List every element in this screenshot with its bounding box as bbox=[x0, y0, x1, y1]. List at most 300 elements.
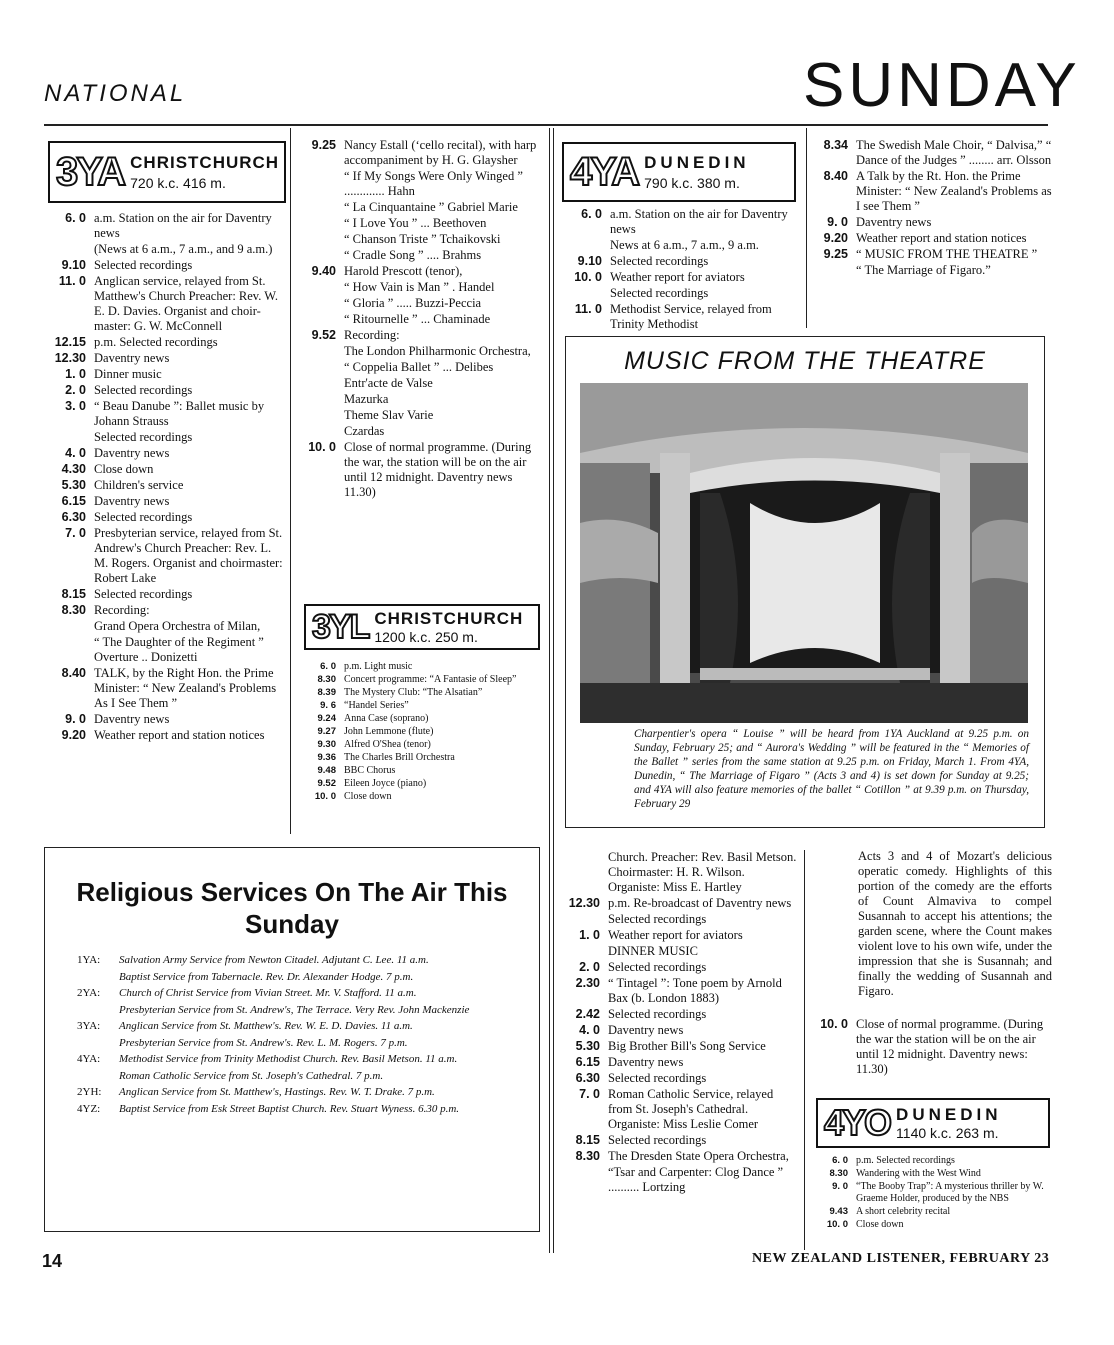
schedule-entry bbox=[555, 928, 797, 943]
entry-description: Recording: bbox=[344, 328, 400, 342]
station-frequency: 790 k.c. 380 m. bbox=[644, 175, 740, 191]
entry-time: 4. 0 bbox=[65, 446, 86, 460]
schedule-entry bbox=[44, 728, 288, 743]
entry-time bbox=[555, 1165, 608, 1195]
entry-description: Daventry news bbox=[94, 351, 170, 365]
entry-description: “ Beau Danube ”: Ballet music by Johann Strauss bbox=[94, 399, 265, 428]
schedule-entry bbox=[555, 1165, 797, 1195]
schedule-entry bbox=[812, 263, 1052, 278]
entry-description: The Mystery Club: “The Alsatian” bbox=[344, 687, 483, 698]
station-logo-3yl bbox=[304, 604, 540, 650]
entry-time: 9.30 bbox=[317, 739, 336, 750]
entry-time: 9.25 bbox=[823, 247, 848, 261]
entry-description: Selected recordings bbox=[610, 286, 709, 300]
entry-description: “ I Love You ” ... Beethoven bbox=[344, 216, 487, 230]
entry-description: “ The Marriage of Figaro.” bbox=[856, 263, 991, 277]
publication-line: NEW ZEALAND LISTENER, FEBRUARY 23 bbox=[752, 1251, 1050, 1266]
religious-entry bbox=[77, 1086, 517, 1100]
religious-station bbox=[77, 1004, 119, 1018]
entry-description: Daventry news bbox=[94, 712, 170, 726]
entry-description: Daventry news bbox=[94, 494, 170, 508]
entry-description: “ Gloria ” ..... Buzzi-Peccia bbox=[344, 296, 482, 310]
entry-time: 3. 0 bbox=[65, 399, 86, 413]
schedule-entry bbox=[44, 399, 288, 429]
header-rule bbox=[44, 124, 1048, 126]
entry-description: “Tsar and Carpenter: Clog Dance ” .......... Lortzing bbox=[608, 1165, 784, 1194]
schedule-entry bbox=[300, 726, 542, 738]
religious-station bbox=[77, 1070, 119, 1084]
entry-description: “The Booby Trap”: A mysterious thriller by W. Graeme Holder, produced by the NBS bbox=[856, 1181, 1044, 1204]
schedule-entry bbox=[555, 1023, 797, 1038]
entry-description: “ MUSIC FROM THE THEATRE ” bbox=[856, 247, 1038, 261]
entry-description: Nancy Estall (‘cello recital), with harp accompaniment by H. G. Glaysher bbox=[344, 138, 537, 167]
entry-time: 2. 0 bbox=[579, 960, 600, 974]
entry-time: 4. 0 bbox=[579, 1023, 600, 1037]
entry-time: 8.30 bbox=[575, 1149, 600, 1163]
religious-station: 2YH: bbox=[77, 1086, 102, 1098]
entry-description: News at 6 a.m., 7 a.m., 9 a.m. bbox=[610, 238, 759, 252]
schedule-entry bbox=[300, 661, 542, 673]
entry-description: Selected recordings bbox=[608, 1133, 707, 1147]
entry-time bbox=[44, 242, 94, 257]
entry-time: 9.25 bbox=[311, 138, 336, 152]
entry-description: Close down bbox=[856, 1219, 904, 1230]
entry-time bbox=[300, 408, 344, 423]
schedule-entry bbox=[300, 264, 542, 279]
entry-time: 6.15 bbox=[61, 494, 86, 508]
entry-description: p.m. Re-broadcast of Daventry news bbox=[608, 896, 792, 910]
entry-time: 12.30 bbox=[54, 351, 86, 365]
religious-service: Anglican Service from St. Matthew's, Hastings. Rev. W. T. Drake. 7 p.m. bbox=[119, 1086, 435, 1098]
schedule-entry bbox=[555, 1149, 797, 1164]
schedule-4ya-continued bbox=[555, 849, 797, 1196]
entry-description: Weather report for aviators bbox=[608, 928, 743, 942]
col-divider bbox=[290, 128, 291, 834]
entry-description: p.m. Selected recordings bbox=[856, 1155, 955, 1166]
schedule-entry bbox=[300, 328, 542, 343]
theatre-feature-box bbox=[565, 336, 1045, 828]
entry-time: 10. 0 bbox=[574, 270, 602, 284]
entry-time bbox=[558, 238, 610, 253]
religious-entry bbox=[77, 1004, 517, 1018]
entry-time: 9.40 bbox=[311, 264, 336, 278]
religious-list bbox=[77, 954, 517, 1119]
entry-description: Selected recordings bbox=[94, 587, 193, 601]
entry-time: 9. 0 bbox=[832, 1181, 848, 1192]
entry-description: a.m. Station on the air for Daventry news bbox=[610, 207, 788, 236]
schedule-entry bbox=[44, 274, 288, 334]
schedule-entry bbox=[558, 254, 798, 269]
entry-description: “ Cradle Song ” .... Brahms bbox=[344, 248, 482, 262]
schedule-4ya-close bbox=[812, 1016, 1052, 1078]
entry-description: Selected recordings bbox=[94, 258, 193, 272]
entry-time: 6. 0 bbox=[65, 211, 86, 225]
station-call: 4YO bbox=[824, 1102, 891, 1143]
religious-station: 3YA: bbox=[77, 1020, 101, 1032]
schedule-entry bbox=[558, 302, 798, 332]
schedule-entry bbox=[44, 712, 288, 727]
schedule-3yl bbox=[300, 660, 542, 804]
col-divider bbox=[553, 128, 554, 1253]
entry-time: 12.15 bbox=[54, 335, 86, 349]
entry-description: Church. Preacher: Rev. Basil Metson. Choirmaster: H. R. Wilson. Organiste: Miss E. Hartley bbox=[608, 850, 797, 894]
schedule-entry bbox=[44, 478, 288, 493]
schedule-4ya bbox=[558, 206, 798, 333]
schedule-entry bbox=[300, 752, 542, 764]
religious-entry bbox=[77, 954, 517, 968]
entry-time bbox=[300, 312, 344, 327]
schedule-entry bbox=[300, 765, 542, 777]
schedule-entry bbox=[44, 383, 288, 398]
religious-service: Anglican Service from St. Matthew's. Rev. W. E. D. Davies. 11 a.m. bbox=[119, 1020, 413, 1032]
entry-description: Big Brother Bill's Song Service bbox=[608, 1039, 766, 1053]
entry-time bbox=[812, 263, 856, 278]
section-label: NATIONAL bbox=[44, 80, 187, 107]
schedule-entry bbox=[812, 1155, 1052, 1167]
entry-description: “ Tintagel ”: Tone poem by Arnold Bax (b. London 1883) bbox=[608, 976, 782, 1005]
entry-time: 5.30 bbox=[575, 1039, 600, 1053]
entry-description: Daventry news bbox=[856, 215, 932, 229]
religious-entry bbox=[77, 1070, 517, 1084]
station-city: DUNEDIN bbox=[644, 153, 750, 172]
schedule-entry bbox=[300, 312, 542, 327]
entry-time: 9. 6 bbox=[320, 700, 336, 711]
religious-services-box bbox=[44, 847, 540, 1232]
schedule-entry bbox=[300, 232, 542, 247]
entry-time: 5.30 bbox=[61, 478, 86, 492]
entry-description: Weather report for aviators bbox=[610, 270, 745, 284]
schedule-entry bbox=[812, 169, 1052, 214]
schedule-entry bbox=[44, 603, 288, 618]
station-call: 3YL bbox=[312, 608, 369, 646]
theatre-photo bbox=[580, 383, 1028, 723]
schedule-entry bbox=[812, 1168, 1052, 1180]
entry-description: Eileen Joyce (piano) bbox=[344, 778, 427, 789]
schedule-entry bbox=[44, 510, 288, 525]
religious-station bbox=[77, 1037, 119, 1051]
religious-station: 4YZ: bbox=[77, 1102, 101, 1115]
entry-description: Alfred O'Shea (tenor) bbox=[344, 739, 431, 750]
religious-service: Salvation Army Service from Newton Citadel. Adjutant C. Lee. 11 a.m. bbox=[119, 954, 429, 966]
entry-time: 8.15 bbox=[61, 587, 86, 601]
entry-time bbox=[300, 216, 344, 231]
schedule-entry bbox=[555, 1007, 797, 1022]
schedule-entry bbox=[812, 1017, 1052, 1077]
schedule-entry bbox=[44, 587, 288, 602]
entry-time bbox=[558, 286, 610, 301]
col-divider bbox=[806, 128, 807, 328]
entry-description: Selected recordings bbox=[94, 430, 193, 444]
entry-time: 9.24 bbox=[317, 713, 336, 724]
schedule-entry bbox=[812, 1181, 1052, 1205]
religious-entry bbox=[77, 1053, 517, 1067]
schedule-entry bbox=[300, 408, 542, 423]
entry-description: DINNER MUSIC bbox=[608, 944, 698, 958]
schedule-entry bbox=[555, 960, 797, 975]
entry-description: Daventry news bbox=[94, 446, 170, 460]
station-frequency: 1140 k.c. 263 m. bbox=[896, 1125, 999, 1141]
religious-entry bbox=[77, 971, 517, 985]
entry-description: Weather report and station notices bbox=[94, 728, 265, 742]
schedule-entry bbox=[300, 376, 542, 391]
entry-time: 8.30 bbox=[829, 1168, 848, 1179]
station-frequency: 1200 k.c. 250 m. bbox=[374, 629, 478, 645]
station-city: CHRISTCHURCH bbox=[374, 609, 524, 628]
entry-time: 9. 0 bbox=[65, 712, 86, 726]
schedule-entry bbox=[44, 430, 288, 445]
entry-time bbox=[300, 376, 344, 391]
entry-description: Mazurka bbox=[344, 392, 389, 406]
entry-description: “ How Vain is Man ” . Handel bbox=[344, 280, 495, 294]
entry-description: Entr'acte de Valse bbox=[344, 376, 433, 390]
entry-time: 2.42 bbox=[575, 1007, 600, 1021]
entry-time: 7. 0 bbox=[65, 526, 86, 540]
entry-time bbox=[300, 280, 344, 295]
schedule-entry bbox=[44, 666, 288, 711]
entry-description: Daventry news bbox=[608, 1023, 684, 1037]
schedule-entry bbox=[300, 200, 542, 215]
entry-time: 8.30 bbox=[317, 674, 336, 685]
schedule-entry bbox=[44, 335, 288, 350]
schedule-entry bbox=[812, 1206, 1052, 1218]
entry-time bbox=[555, 944, 608, 959]
schedule-entry bbox=[300, 674, 542, 686]
entry-description: Selected recordings bbox=[608, 1071, 707, 1085]
schedule-entry bbox=[300, 248, 542, 263]
schedule-entry bbox=[300, 424, 542, 439]
entry-time: 1. 0 bbox=[579, 928, 600, 942]
station-logo-4yo bbox=[816, 1098, 1050, 1148]
entry-description: (News at 6 a.m., 7 a.m., and 9 a.m.) bbox=[94, 242, 273, 256]
page-number: 14 bbox=[42, 1251, 63, 1271]
schedule-entry bbox=[555, 912, 797, 927]
entry-time: 9.27 bbox=[317, 726, 336, 737]
entry-description: John Lemmone (flute) bbox=[344, 726, 434, 737]
entry-description: Close down bbox=[344, 791, 392, 802]
schedule-4ya-evening bbox=[812, 137, 1052, 279]
schedule-entry bbox=[300, 791, 542, 803]
entry-time: 8.30 bbox=[61, 603, 86, 617]
religious-entry bbox=[77, 987, 517, 1001]
entry-time: 8.15 bbox=[575, 1133, 600, 1147]
entry-time bbox=[300, 296, 344, 311]
schedule-entry bbox=[44, 619, 288, 634]
religious-service: Baptist Service from Tabernacle. Rev. Dr. Alexander Hodge. 7 p.m. bbox=[119, 970, 414, 983]
entry-description: Wandering with the West Wind bbox=[856, 1168, 981, 1179]
entry-description: “Handel Series” bbox=[344, 700, 409, 711]
entry-time: 8.39 bbox=[317, 687, 336, 698]
entry-description: Grand Opera Orchestra of Milan, bbox=[94, 619, 261, 633]
religious-service: Roman Catholic Service from St. Joseph's Cathedral. 7 p.m. bbox=[119, 1069, 384, 1082]
entry-description: Close of normal programme. (During the war, the station will be on the air until 12 midnight. Daventry news 11.30) bbox=[344, 440, 532, 499]
schedule-entry bbox=[44, 242, 288, 257]
entry-time: 9. 0 bbox=[827, 215, 848, 229]
entry-time bbox=[300, 169, 344, 199]
entry-description: Selected recordings bbox=[94, 510, 193, 524]
entry-description: “ La Cinquantaine ” Gabriel Marie bbox=[344, 200, 518, 214]
entry-time bbox=[300, 248, 344, 263]
entry-description: Recording: bbox=[94, 603, 150, 617]
entry-description: The Dresden State Opera Orchestra, bbox=[608, 1149, 789, 1163]
entry-time bbox=[300, 424, 344, 439]
entry-time bbox=[300, 232, 344, 247]
schedule-entry bbox=[300, 687, 542, 699]
entry-time: 8.34 bbox=[823, 138, 848, 152]
station-frequency: 720 k.c. 416 m. bbox=[130, 175, 226, 191]
schedule-entry bbox=[555, 1133, 797, 1148]
schedule-entry bbox=[812, 231, 1052, 246]
entry-time bbox=[300, 392, 344, 407]
schedule-entry bbox=[812, 215, 1052, 230]
schedule-entry bbox=[300, 296, 542, 311]
entry-description: The Charles Brill Orchestra bbox=[344, 752, 455, 763]
entry-time: 12.30 bbox=[568, 896, 600, 910]
entry-time: 9.36 bbox=[317, 752, 336, 763]
entry-description: A Talk by the Rt. Hon. the Prime Minister: “ New Zealand's Problems as I see Them ” bbox=[856, 169, 1052, 213]
col-divider bbox=[549, 128, 550, 1253]
entry-time: 2. 0 bbox=[65, 383, 86, 397]
schedule-entry bbox=[555, 976, 797, 1006]
entry-description: Anglican service, relayed from St. Matthew's Church Preacher: Rev. W. E. D. Davies. Organist and choir-master: G. W. McConnell bbox=[94, 274, 279, 333]
entry-description: Roman Catholic Service, relayed from St. Joseph's Cathedral. Organiste: Miss Leslie Comer bbox=[608, 1087, 774, 1131]
entry-time bbox=[44, 635, 94, 665]
entry-time: 6.30 bbox=[575, 1071, 600, 1085]
schedule-entry bbox=[555, 896, 797, 911]
entry-description: Selected recordings bbox=[608, 912, 707, 926]
schedule-entry bbox=[44, 635, 288, 665]
entry-description: p.m. Selected recordings bbox=[94, 335, 218, 349]
theatre-caption: Charpentier's opera “ Louise ” will be heard from 1YA Auckland at 9.25 p.m. on Sunday, February 25; and “ Aurora's Wedding ” will be featured in the “ Memories of the Ballet ” series from the same station at 9.25 p.m. on Friday, March 1. From 4YA, Dunedin, “ The Marriage of Figaro ” (Acts 3 and 4) is set down for Sunday at 9.25; and 4YA will also feature memories of the ballet “ Cotillon ” at 9.39 p.m. on Thursday, February 29 bbox=[634, 728, 1029, 810]
entry-description: Selected recordings bbox=[610, 254, 709, 268]
entry-description: “ Chanson Triste ” Tchaikovski bbox=[344, 232, 501, 246]
schedule-entry bbox=[300, 739, 542, 751]
entry-time bbox=[555, 850, 608, 895]
schedule-entry bbox=[300, 440, 542, 500]
schedule-entry bbox=[44, 526, 288, 586]
schedule-entry bbox=[555, 1055, 797, 1070]
col-divider bbox=[804, 850, 805, 1250]
schedule-entry bbox=[812, 138, 1052, 168]
entry-description: The Swedish Male Choir, “ Dalvisa,” “ Dance of the Judges ” ........ arr. Olsson bbox=[856, 138, 1052, 167]
station-logo-4ya bbox=[562, 142, 796, 202]
schedule-entry bbox=[44, 446, 288, 461]
day-title: SUNDAY bbox=[803, 51, 1081, 120]
religious-entry bbox=[77, 1020, 517, 1034]
schedule-entry bbox=[812, 1219, 1052, 1231]
entry-time bbox=[44, 430, 94, 445]
entry-time: 6.15 bbox=[575, 1055, 600, 1069]
religious-station bbox=[77, 971, 119, 985]
schedule-entry bbox=[44, 351, 288, 366]
schedule-entry bbox=[558, 270, 798, 285]
entry-time: 1. 0 bbox=[65, 367, 86, 381]
entry-description: Close down bbox=[94, 462, 154, 476]
entry-time: 10. 0 bbox=[308, 440, 336, 454]
entry-description: “ If My Songs Were Only Winged ” ............. Hahn bbox=[344, 169, 523, 198]
religious-service: Presbyterian Service from St. Andrew's, The Terrace. Very Rev. John Mackenzie bbox=[119, 1003, 470, 1016]
entry-description: Theme Slav Varie bbox=[344, 408, 434, 422]
religious-service: Church of Christ Service from Vivian Street. Mr. V. Stafford. 11 a.m. bbox=[119, 987, 417, 999]
station-city: CHRISTCHURCH bbox=[130, 153, 280, 172]
entry-time: 2.30 bbox=[575, 976, 600, 990]
entry-description: Dinner music bbox=[94, 367, 162, 381]
religious-service: Presbyterian Service from St. Andrew's. Rev. L. M. Rogers. 7 p.m. bbox=[119, 1036, 408, 1049]
station-call: 4YA bbox=[570, 150, 639, 194]
entry-time: 10. 0 bbox=[314, 791, 336, 802]
entry-description: Selected recordings bbox=[94, 383, 193, 397]
religious-service: Methodist Service from Trinity Methodist Church. Rev. Basil Metson. 11 a.m. bbox=[119, 1053, 458, 1065]
theatre-title: MUSIC FROM THE THEATRE bbox=[624, 347, 986, 375]
station-city: DUNEDIN bbox=[896, 1105, 1002, 1124]
entry-time: 6. 0 bbox=[581, 207, 602, 221]
schedule-3ya-evening bbox=[300, 137, 542, 501]
entry-description: Methodist Service, relayed from Trinity Methodist bbox=[610, 302, 772, 331]
entry-time: 10. 0 bbox=[826, 1219, 848, 1230]
entry-description: “ Ritournelle ” ... Chaminade bbox=[344, 312, 491, 326]
entry-time: 9.48 bbox=[317, 765, 336, 776]
entry-time: 9.52 bbox=[311, 328, 336, 342]
entry-time: 11. 0 bbox=[58, 274, 86, 288]
entry-description: TALK, by the Right Hon. the Prime Minister: “ New Zealand's Problems As I See Them ” bbox=[94, 666, 277, 710]
religious-entry bbox=[77, 1037, 517, 1051]
entry-description: Weather report and station notices bbox=[856, 231, 1027, 245]
station-logo-3ya bbox=[48, 141, 286, 203]
schedule-entry bbox=[44, 494, 288, 509]
schedule-entry bbox=[555, 1039, 797, 1054]
entry-description: Anna Case (soprano) bbox=[344, 713, 429, 724]
schedule-entry bbox=[812, 247, 1052, 262]
entry-description: Daventry news bbox=[608, 1055, 684, 1069]
schedule-entry bbox=[300, 216, 542, 231]
schedule-entry bbox=[300, 280, 542, 295]
entry-time: 9.52 bbox=[317, 778, 336, 789]
entry-time: 4.30 bbox=[61, 462, 86, 476]
entry-time: 11. 0 bbox=[574, 302, 602, 316]
schedule-entry bbox=[555, 850, 797, 895]
entry-description: “ The Daughter of the Regiment ” Overture .. Donizetti bbox=[94, 635, 264, 664]
schedule-entry bbox=[300, 778, 542, 790]
schedule-entry bbox=[44, 367, 288, 382]
entry-time: 9.10 bbox=[577, 254, 602, 268]
schedule-entry bbox=[300, 344, 542, 359]
entry-time: 9.10 bbox=[61, 258, 86, 272]
entry-time: 9.20 bbox=[61, 728, 86, 742]
religious-service: Baptist Service from Esk Street Baptist Church. Rev. Stuart Wyness. 6.30 p.m. bbox=[119, 1102, 460, 1115]
religious-station: 1YA: bbox=[77, 954, 101, 966]
schedule-entry bbox=[300, 138, 542, 168]
entry-time: 8.40 bbox=[823, 169, 848, 183]
entry-description: A short celebrity recital bbox=[856, 1206, 951, 1217]
schedule-entry bbox=[558, 286, 798, 301]
schedule-entry bbox=[300, 700, 542, 712]
station-call: 3YA bbox=[56, 150, 125, 194]
entry-description: BBC Chorus bbox=[344, 765, 396, 776]
entry-time: 9.20 bbox=[823, 231, 848, 245]
entry-description: The London Philharmonic Orchestra, bbox=[344, 344, 531, 358]
entry-time bbox=[300, 344, 344, 359]
entry-time: 6.30 bbox=[61, 510, 86, 524]
entry-time bbox=[300, 200, 344, 215]
schedule-entry bbox=[558, 207, 798, 237]
figaro-description: Acts 3 and 4 of Mozart's delicious operatic comedy. Highlights of this portion of the comedy are the efforts of Count Almaviva to compel Susannah to accept his attentions; the garden scene, where the Count makes violent love to his own wife, under the impression that she is Susannah; and finally the wedding of Susannah and Figaro. bbox=[858, 849, 1052, 998]
schedule-entry bbox=[44, 258, 288, 273]
schedule-entry bbox=[555, 944, 797, 959]
entry-description: Selected recordings bbox=[608, 960, 707, 974]
schedule-entry bbox=[555, 1071, 797, 1086]
religious-entry bbox=[77, 1103, 517, 1117]
schedule-entry bbox=[300, 392, 542, 407]
religious-station: 2YA: bbox=[77, 987, 101, 999]
